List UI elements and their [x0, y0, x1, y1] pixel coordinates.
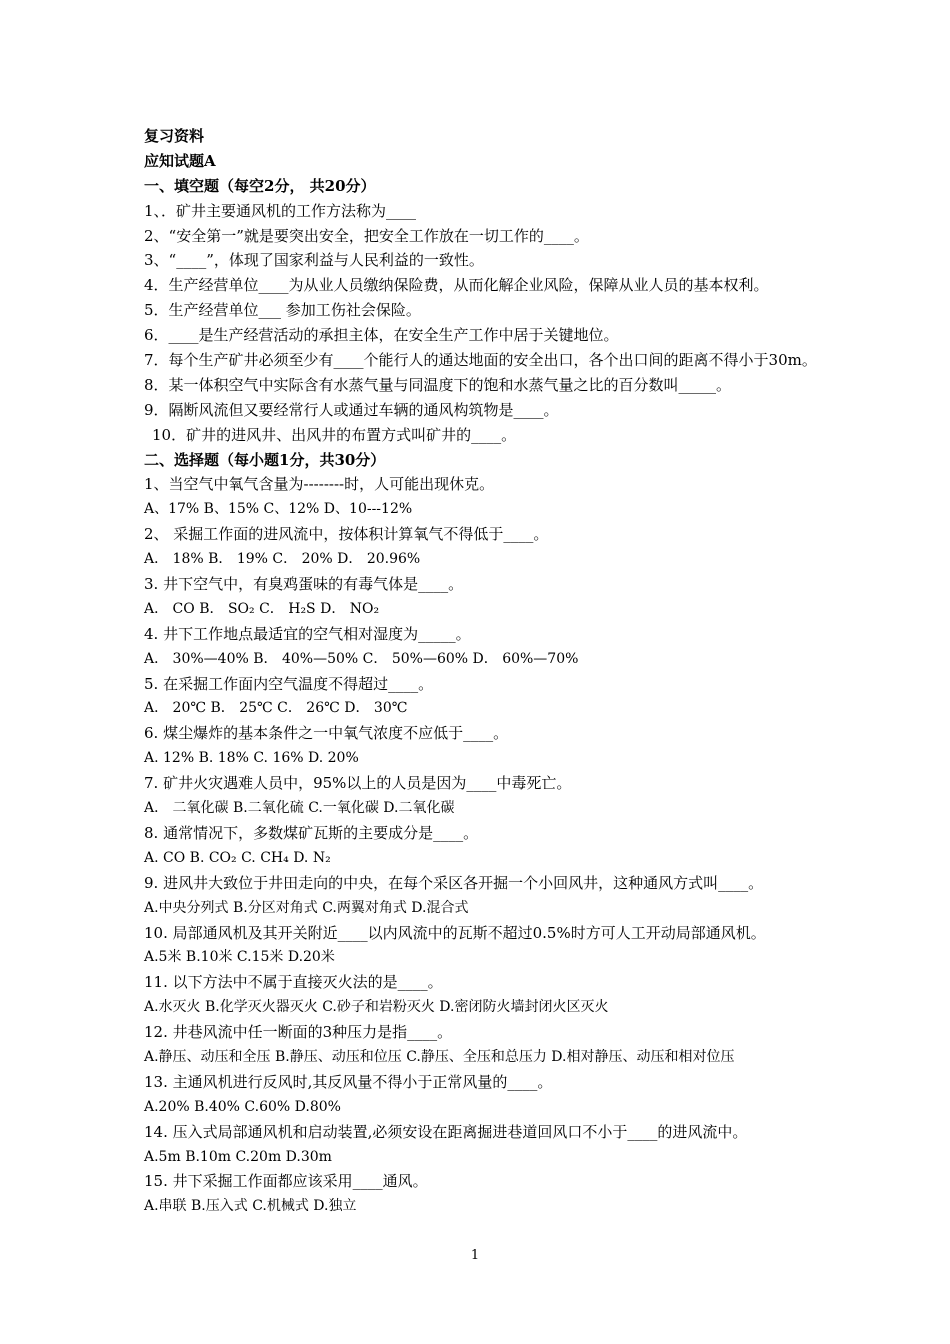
question-options: A． 二氧化碳 B.二氧化硫 C.一氧化碳 D.二氧化碳 [144, 800, 455, 817]
question: 7. 矿井火灾遇难人员中，95%以上的人员是因为____中毒死亡。 [144, 774, 572, 793]
question-options: A.20% B.40% C.60% D.80% [144, 1098, 341, 1115]
question: 9. 进风井大致位于井田走向的中央，在每个采区各开掘一个小回风井，这种通风方式叫____。 [144, 873, 764, 892]
doc-title: 复习资料 [144, 127, 205, 145]
question-options: A. CO B. CO₂ C. CH₄ D. N₂ [144, 849, 331, 866]
question: 15. 井下采掘工作面都应该采用____通风。 [144, 1172, 428, 1191]
question: 12. 井巷风流中任一断面的3种压力是指____。 [144, 1023, 453, 1042]
question-options: A． 30%—40% B． 40%—50% C． 50%—60% D． 60%—70% [144, 650, 579, 667]
fill-blank-item: 1、．矿井主要通风机的工作方法称为____ [144, 201, 417, 220]
question: 13. 主通风机进行反风时,其反风量不得小于正常风量的____。 [144, 1072, 553, 1091]
page-number: 1 [470, 1248, 480, 1263]
question-options: A.5米 B.10米 C.15米 D.20米 [144, 949, 335, 966]
fill-blank-item: 5．生产经营单位___ 参加工伤社会保险。 [144, 301, 421, 320]
question: 1、当空气中氧气含量为--------时，人可能出现休克。 [144, 475, 495, 494]
question-options: A、17% B、15% C、12% D、10---12% [144, 501, 413, 518]
question: 14. 压入式局部通风机和启动装置,必须安设在距离掘进巷道回风口不小于____的进风流中。 [144, 1122, 748, 1141]
fill-blank-item: 2、“安全第一”就是要突出安全，把安全工作放在一切工作的____。 [144, 226, 589, 245]
fill-blank-item: 4．生产经营单位____为从业人员缴纳保险费，从而化解企业风险，保障从业人员的基本权利。 [144, 276, 769, 295]
question: 3. 井下空气中，有臭鸡蛋味的有毒气体是____。 [144, 575, 464, 594]
question-options: A.静压、动压和全压 B.静压、动压和位压 C.静压、全压和总压力 D.相对静压、动压和相对位压 [144, 1048, 735, 1065]
question-options: A． 20℃ B． 25℃ C． 26℃ D． 30℃ [144, 700, 408, 717]
fill-blank-item: 8．某一体积空气中实际含有水蒸气量与同温度下的饱和水蒸气量之比的百分数叫_____。 [144, 375, 732, 394]
fill-blank-item: 6．____是生产经营活动的承担主体，在安全生产工作中居于关键地位。 [144, 326, 619, 345]
question-options: A． 18% B． 19% C． 20% D． 20.96% [144, 551, 421, 568]
question: 6. 煤尘爆炸的基本条件之一中氧气浓度不应低于____。 [144, 724, 509, 743]
question: 2、 采掘工作面的进风流中，按体积计算氧气不得低于____。 [144, 525, 549, 544]
question-options: A. 12% B. 18% C. 16% D. 20% [144, 750, 359, 767]
section-heading-fill-blank: 一、填空题（每空2分， 共20分） [144, 176, 376, 195]
document-content [144, 124, 934, 1219]
question-options: A.水灭火 B.化学灭火器灭火 C.砂子和岩粉灭火 D.密闭防火墙封闭火区灭火 [144, 999, 609, 1016]
question-options: A.5m B.10m C.20m D.30m [144, 1148, 332, 1165]
question-options: A.串联 B.压入式 C.机械式 D.独立 [144, 1198, 357, 1215]
question: 4. 井下工作地点最适宜的空气相对湿度为_____。 [144, 624, 471, 643]
question: 10. 局部通风机及其开关附近____以内风流中的瓦斯不超过0.5%时方可人工开动局部通风机。 [144, 923, 766, 942]
question: 5. 在采掘工作面内空气温度不得超过____。 [144, 674, 434, 693]
question-options: A.中央分列式 B.分区对角式 C.两翼对角式 D.混合式 [144, 899, 469, 916]
question: 11. 以下方法中不属于直接灭火法的是____。 [144, 973, 443, 992]
fill-blank-item: 9．隔断风流但又要经常行人或通过车辆的通风构筑物是____。 [144, 400, 559, 419]
fill-blank-item: 3、“____”，体现了国家利益与人民利益的一致性。 [144, 251, 484, 270]
question-options: A． CO B． SO₂ C． H₂S D． NO₂ [144, 600, 380, 617]
doc-subtitle: 应知试题A [144, 151, 216, 170]
fill-blank-item: 10．矿井的进风井、出风井的布置方式叫矿井的____。 [152, 425, 517, 444]
fill-blank-item: 7．每个生产矿井必须至少有____个能行人的通达地面的安全出口，各个出口间的距离不得小于30m。 [144, 351, 817, 370]
question: 8. 通常情况下，多数煤矿瓦斯的主要成分是____。 [144, 823, 479, 842]
section-heading-choice: 二、选择题（每小题1分，共30分） [144, 450, 386, 469]
